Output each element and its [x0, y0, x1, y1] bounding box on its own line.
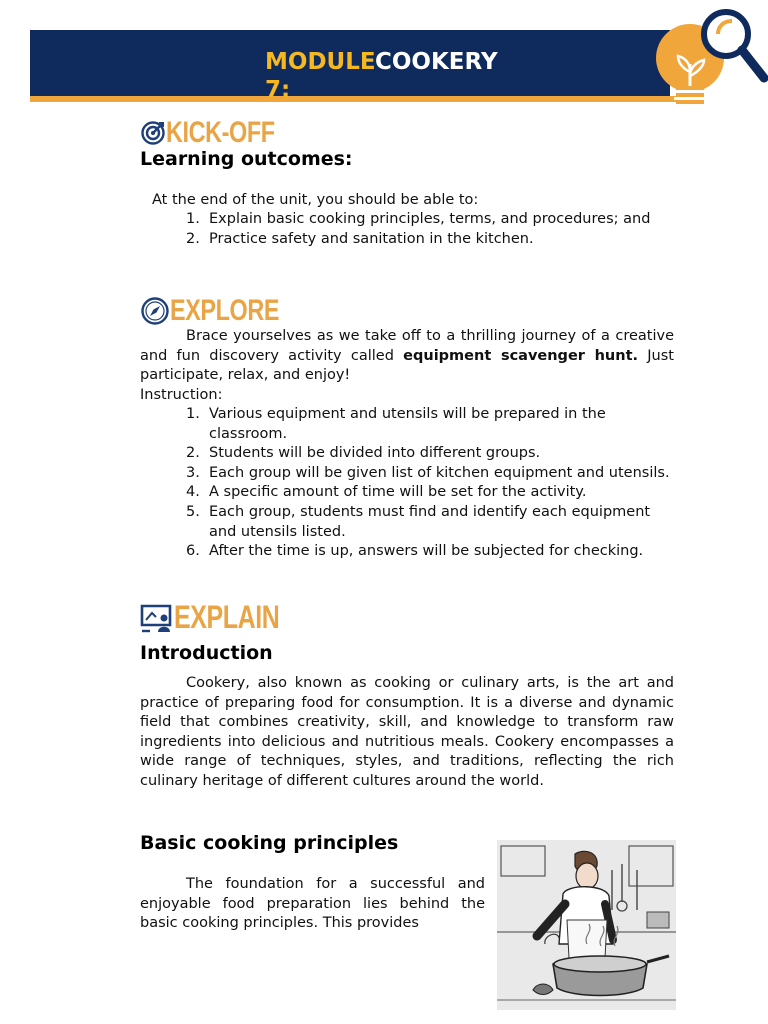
explore-paragraph: Brace yourselves as we take off to a thrilling journey of a creative and fun discovery activity called equipment scavenger hunt. Just participate, relax, and enjoy! [140, 328, 674, 384]
compass-icon [140, 296, 170, 326]
list-item: 4. A specific amount of time will be set for the activity. [186, 484, 587, 501]
list-item: 5. Each group, students must find and identify each equipment and utensils listed. [186, 503, 651, 540]
module-number: MODULE 7: [265, 49, 376, 103]
list-item: 1. Explain basic cooking principles, terms, and procedures; and [186, 211, 651, 227]
basic-principles-heading: Basic cooking principles [140, 832, 399, 854]
introduction-paragraph: Cookery, also known as cooking or culinary arts, is the art and practice of preparing food for consumption. It is a diverse and dynamic field that combines creativity, skill, and knowledge to transform raw ingredients into delicious and nutritious meals. Cookery encompasses a wide range of techniques, styles, and traditions, reflecting the rich culinary heritage of different cultures around the world. [140, 675, 674, 789]
explain-section-header [140, 599, 309, 636]
principles-paragraph: The foundation for a successful and enjoyable food preparation lies behind the basic cooking principles. This provides [140, 876, 485, 932]
kickoff-label: KICK-OFF [166, 116, 275, 149]
explore-section-header [140, 294, 310, 328]
list-item: 1. Various equipment and utensils will be prepared in the classroom. [186, 406, 606, 442]
lightbulb-magnifier-icon [652, 6, 768, 106]
learning-outcomes-heading: Learning outcomes: [140, 148, 353, 170]
outcomes-list [186, 210, 676, 249]
explain-label: EXPLAIN [174, 599, 280, 635]
target-icon [140, 120, 166, 146]
list-item: 2. Students will be divided into different groups. [186, 445, 541, 462]
kickoff-section-header [140, 116, 305, 150]
list-item: 6. After the time is up, answers will be subjected for checking. [186, 543, 644, 560]
chef-illustration [497, 840, 676, 1010]
explore-label: EXPLORE [170, 294, 280, 327]
outcomes-intro: At the end of the unit, you should be able to: [152, 192, 479, 208]
module-title: COOKERY [375, 49, 498, 75]
introduction-heading: Introduction [140, 642, 273, 664]
instruction-list [186, 405, 676, 562]
instruction-label: Instruction: [140, 387, 223, 403]
list-item: 3. Each group will be given list of kitchen equipment and utensils. [186, 464, 670, 481]
presentation-icon [140, 603, 174, 633]
list-item: 2. Practice safety and sanitation in the kitchen. [186, 230, 534, 247]
